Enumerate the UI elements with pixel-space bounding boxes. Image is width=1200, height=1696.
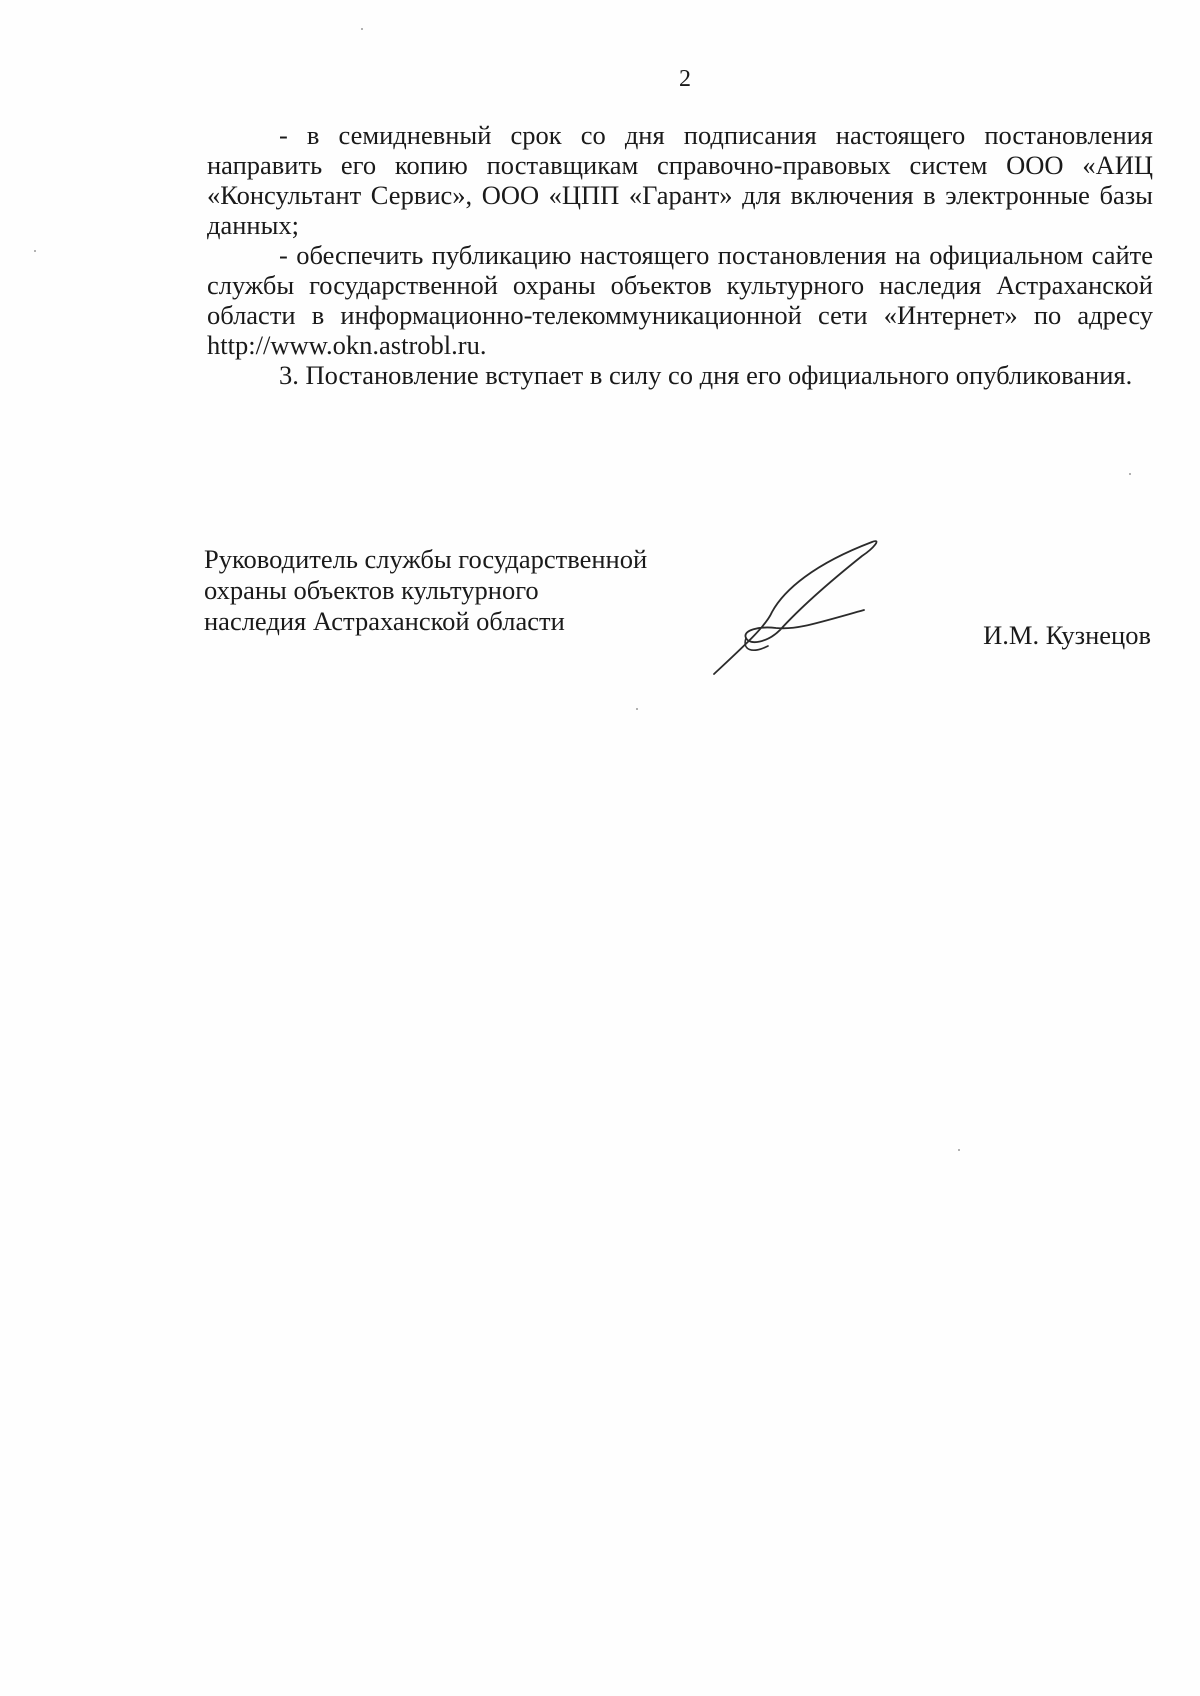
signer-position-line: охраны объектов культурного bbox=[204, 575, 539, 605]
handwritten-signature bbox=[704, 534, 904, 684]
paragraph-send-copy: - в семидневный срок со дня подписания настоящего постановления направить его копию поставщикам справочно-правовых систем ООО «АИЦ «Консультант Сервис», ООО «ЦПП «Гарант» для включения в электронные базы данных; bbox=[207, 120, 1153, 240]
scan-speck bbox=[958, 1149, 960, 1151]
scan-speck bbox=[1129, 473, 1131, 475]
signer-name: И.М. Кузнецов bbox=[983, 620, 1151, 650]
signer-position-line: наследия Астраханской области bbox=[204, 606, 565, 636]
paragraph-effective-date: 3. Постановление вступает в силу со дня его официального опубликования. bbox=[279, 360, 1133, 390]
scan-speck bbox=[34, 250, 36, 252]
signer-position bbox=[204, 544, 647, 637]
scan-speck bbox=[636, 708, 638, 710]
document-body bbox=[207, 120, 1153, 390]
paragraph-publication: - обеспечить публикацию настоящего постановления на официальном сайте службы государственной охраны объектов культурного наследия Астраханской области в информационно-телекоммуникационной сети «Интернет» по адресу http://www.okn.astrobl.ru. bbox=[207, 240, 1153, 360]
signer-position-line: Руководитель службы государственной bbox=[204, 544, 648, 574]
scan-speck bbox=[361, 28, 363, 30]
signature-block bbox=[204, 544, 1164, 684]
page-number: 2 bbox=[679, 66, 691, 92]
